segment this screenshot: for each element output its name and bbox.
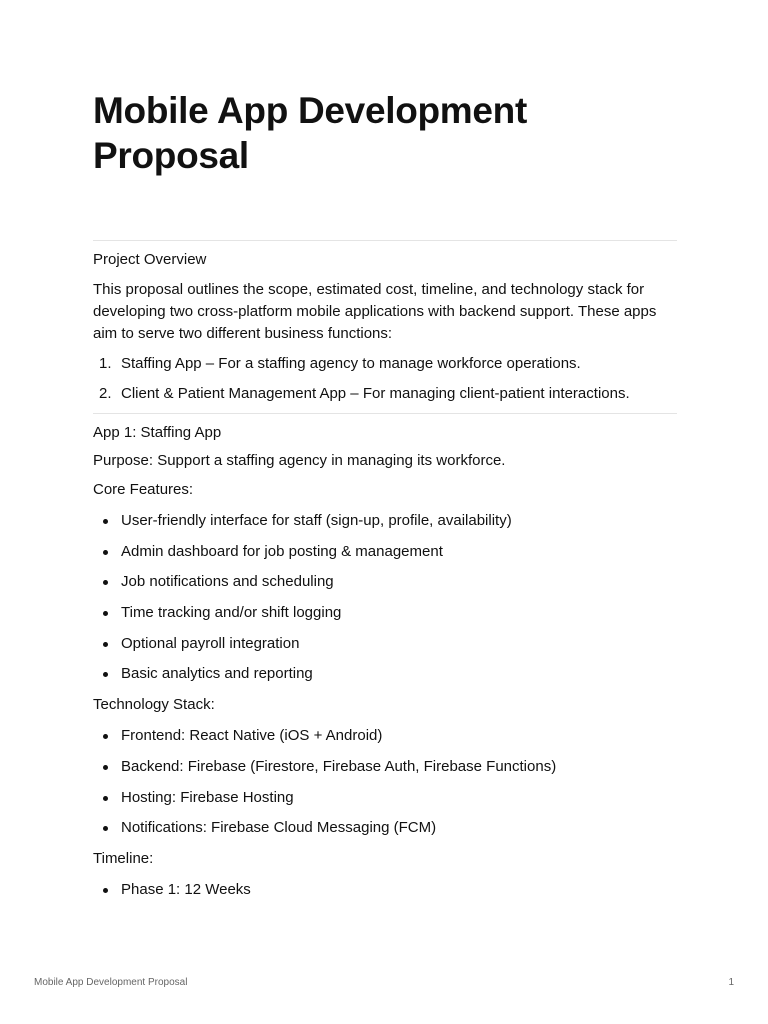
bullet-icon (103, 550, 108, 555)
app1-heading: App 1: Staffing App (93, 424, 222, 441)
bullet-text: Optional payroll integration (121, 634, 300, 652)
timeline-list (93, 879, 677, 901)
list-number: 1. (99, 355, 112, 372)
numbered-list-item (93, 353, 677, 375)
footer-title: Mobile App Development Proposal (34, 977, 188, 988)
bullet-item (93, 510, 677, 532)
features-label: Core Features: (93, 481, 194, 498)
bullet-item (93, 817, 677, 839)
overview-heading: Project Overview (93, 251, 207, 268)
overview-intro: This proposal outlines the scope, estimated cost, timeline, and technology stack for developing two cross-platform mobile applications with backend support. These apps aim to serve two different business functions: (93, 281, 657, 342)
bullet-item (93, 663, 677, 685)
bullet-item (93, 633, 677, 655)
bullet-text: Phase 1: 12 Weeks (121, 880, 251, 898)
features-list (93, 510, 677, 685)
bullet-icon (103, 580, 108, 585)
bullet-icon (103, 888, 108, 893)
bullet-icon (103, 734, 108, 739)
bullet-item (93, 787, 677, 809)
section-divider (93, 413, 677, 414)
bullet-item (93, 571, 677, 593)
bullet-icon (103, 642, 108, 647)
bullet-text: Admin dashboard for job posting & management (121, 542, 443, 560)
bullet-item (93, 879, 677, 901)
title-line-2: Proposal (93, 135, 249, 176)
bullet-icon (103, 826, 108, 831)
bullet-text: Hosting: Firebase Hosting (121, 788, 294, 806)
bullet-item (93, 602, 677, 624)
title-line-1: Mobile App Development (93, 90, 528, 131)
stack-label: Technology Stack: (93, 696, 215, 714)
app1-purpose: Purpose: Support a staffing agency in managing its workforce. (93, 452, 506, 469)
section-divider (93, 240, 677, 241)
list-item-text: Staffing App – For a staffing agency to manage workforce operations. (121, 355, 581, 372)
bullet-icon (103, 796, 108, 801)
bullet-text: Frontend: React Native (iOS + Android) (121, 727, 383, 745)
bullet-text: User-friendly interface for staff (sign-up, profile, availability) (121, 512, 512, 529)
bullet-item (93, 541, 677, 563)
bullet-text: Backend: Firebase (Firestore, Firebase Auth, Firebase Functions) (121, 757, 557, 775)
bullet-icon (103, 765, 108, 770)
timeline-label: Timeline: (93, 849, 154, 867)
page-content (93, 88, 677, 910)
overview-list (93, 353, 677, 405)
bullet-item (93, 756, 677, 778)
bullet-text: Job notifications and scheduling (121, 573, 334, 591)
bullet-item (93, 725, 677, 747)
list-number: 2. (99, 385, 112, 402)
numbered-list-item (93, 383, 677, 405)
bullet-text: Notifications: Firebase Cloud Messaging (FCM) (121, 819, 437, 837)
bullet-icon (103, 611, 108, 616)
bullet-icon (103, 519, 108, 524)
bullet-icon (103, 672, 108, 677)
bullet-text: Time tracking and/or shift logging (121, 604, 342, 622)
page-number: 1 (728, 977, 734, 988)
document-title (93, 88, 677, 178)
bullet-text: Basic analytics and reporting (121, 665, 313, 683)
list-item-text: Client & Patient Management App – For managing client-patient interactions. (121, 385, 630, 402)
stack-list (93, 725, 677, 839)
